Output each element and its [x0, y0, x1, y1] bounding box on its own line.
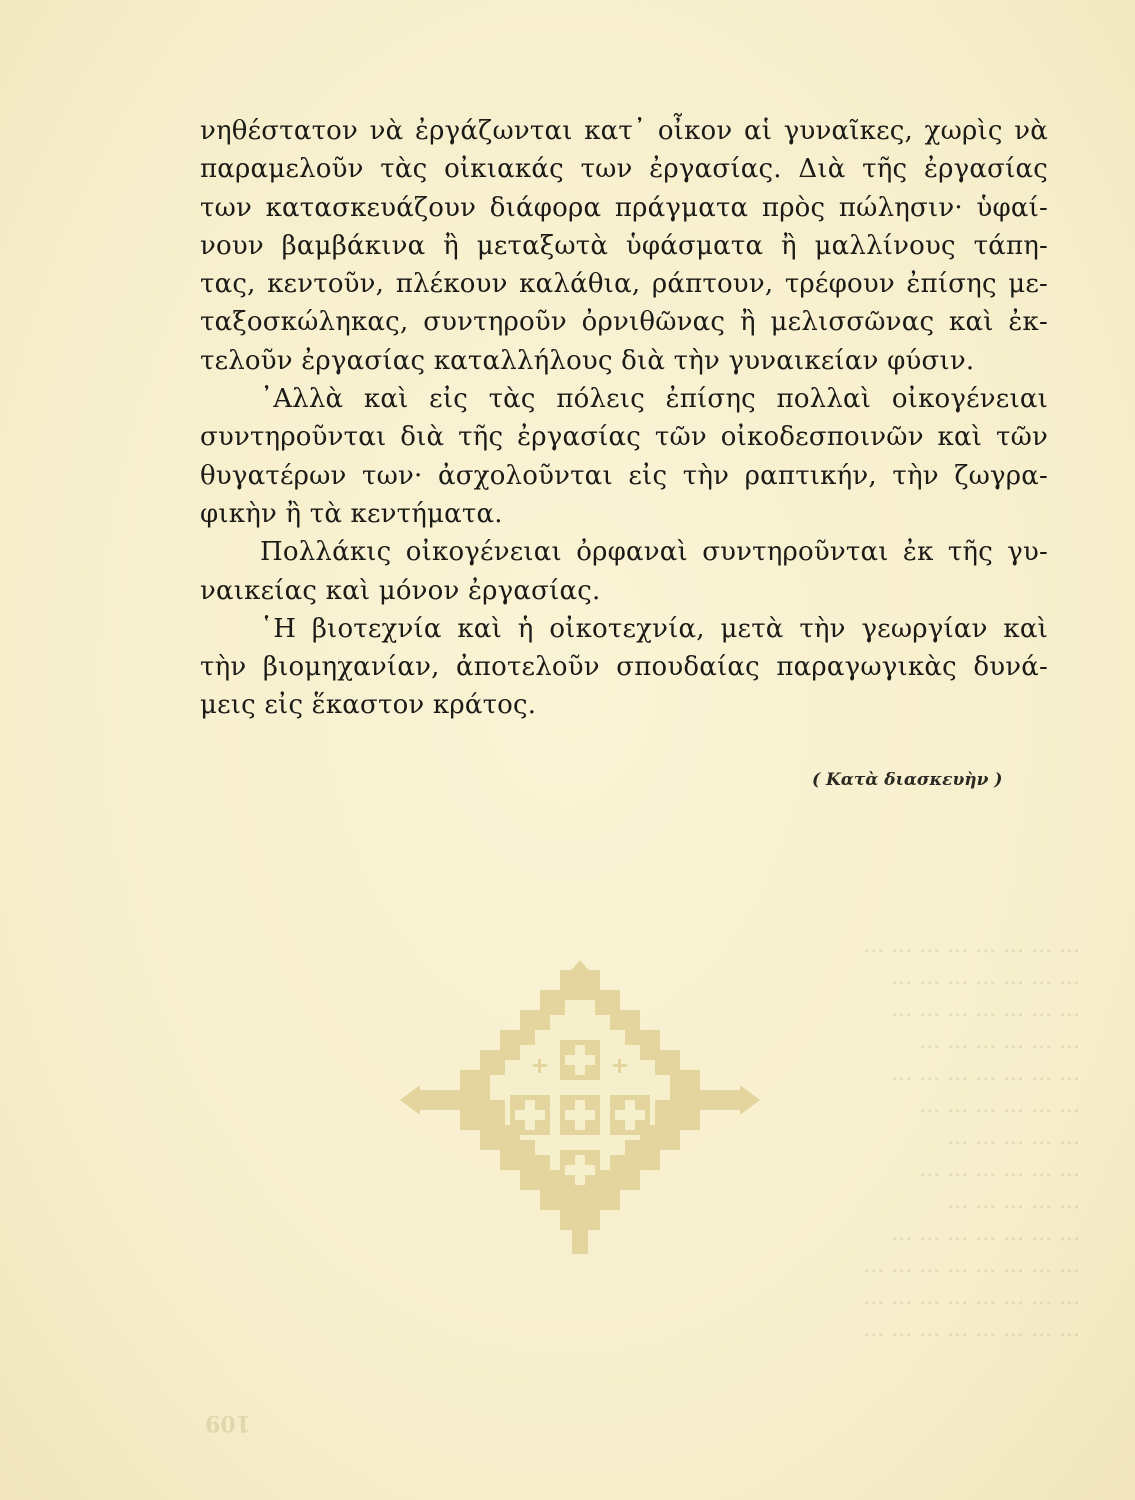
- paragraph: [200, 380, 1048, 533]
- text-line: ταξοσκώληκας, συντηροῦν ὀρνιθῶνας ἢ μελισσῶνας καὶ ἐκ-: [200, 307, 1048, 338]
- text-line: τὴν βιομηχανίαν, ἀποτελοῦν σπουδαίας παραγωγικὰς δυνά-: [200, 652, 1048, 683]
- text-line: συντηροῦνται διὰ τῆς ἐργασίας τῶν οἰκοδεσποινῶν καὶ τῶν: [200, 422, 1048, 453]
- text-line: νουν βαμβάκινα ἢ μεταξωτὰ ὑφάσματα ἢ μαλλίνους τάπη-: [200, 230, 1048, 261]
- bleed-through-text: ... ... ... ... ... ... ... ... ... ... ... ... ... ... ... ... ... ... ... ... ... ... ... ... ... ... ... ... ... ... ... ... ... ... ... ... ... ... ... ... ... ... ... ... ... ... ... ... ... ... ... ... ... ... ... ... ... ... ... ... ... ... ... ... ... ... ... ... ... ... ... ... ... ... ... ... ... ... ... ... ... ... ... ... ... ... ... ...: [863, 933, 1080, 1342]
- text-line: ᾿Αλλὰ καὶ εἰς τὰς πόλεις ἐπίσης πολλαὶ οἰκογένειαι: [260, 384, 1048, 415]
- text-line: φικὴν ἢ τὰ κεντήματα.: [200, 498, 503, 529]
- text-line: μεις εἰς ἕκαστον κράτος.: [200, 690, 537, 721]
- text-line: ναικείας καὶ μόνον ἐργασίας.: [200, 575, 601, 606]
- paragraph: [200, 112, 1048, 380]
- text-line: ῾Η βιοτεχνία καὶ ἡ οἰκοτεχνία, μετὰ τὴν γεωργίαν καὶ: [260, 613, 1048, 644]
- text-line: θυγατέρων των· ἀσχολοῦνται εἰς τὴν ραπτικήν, τὴν ζωγρα-: [200, 460, 1048, 491]
- paragraph: [200, 533, 1048, 610]
- bleed-page-number: 109: [205, 1410, 251, 1436]
- text-line: Πολλάκις οἰκογένειαι ὀρφαναὶ συντηροῦνται ἐκ τῆς γυ-: [260, 537, 1048, 568]
- text-line: των κατασκευάζουν διάφορα πράγματα πρὸς πώλησιν· ὑφαί-: [200, 192, 1048, 223]
- body-text: [200, 112, 1048, 725]
- embroidery-ornament-icon: [400, 960, 760, 1260]
- attribution: ( Κατὰ διασκευὴν ): [812, 770, 1003, 790]
- text-line: νηθέστατον νὰ ἐργάζωνται κατ᾿ οἶκον αἱ γυναῖκες, χωρὶς νὰ: [200, 116, 1048, 146]
- text-line: τελοῦν ἐργασίας καταλλήλους διὰ τὴν γυναικείαν φύσιν.: [200, 345, 975, 376]
- text-line: παραμελοῦν τὰς οἰκιακάς των ἐργασίας. Διὰ τῆς ἐργασίας: [200, 154, 1048, 185]
- paragraph: [200, 610, 1048, 725]
- text-line: τας, κεντοῦν, πλέκουν καλάθια, ράπτουν, τρέφουν ἐπίσης με-: [200, 269, 1048, 300]
